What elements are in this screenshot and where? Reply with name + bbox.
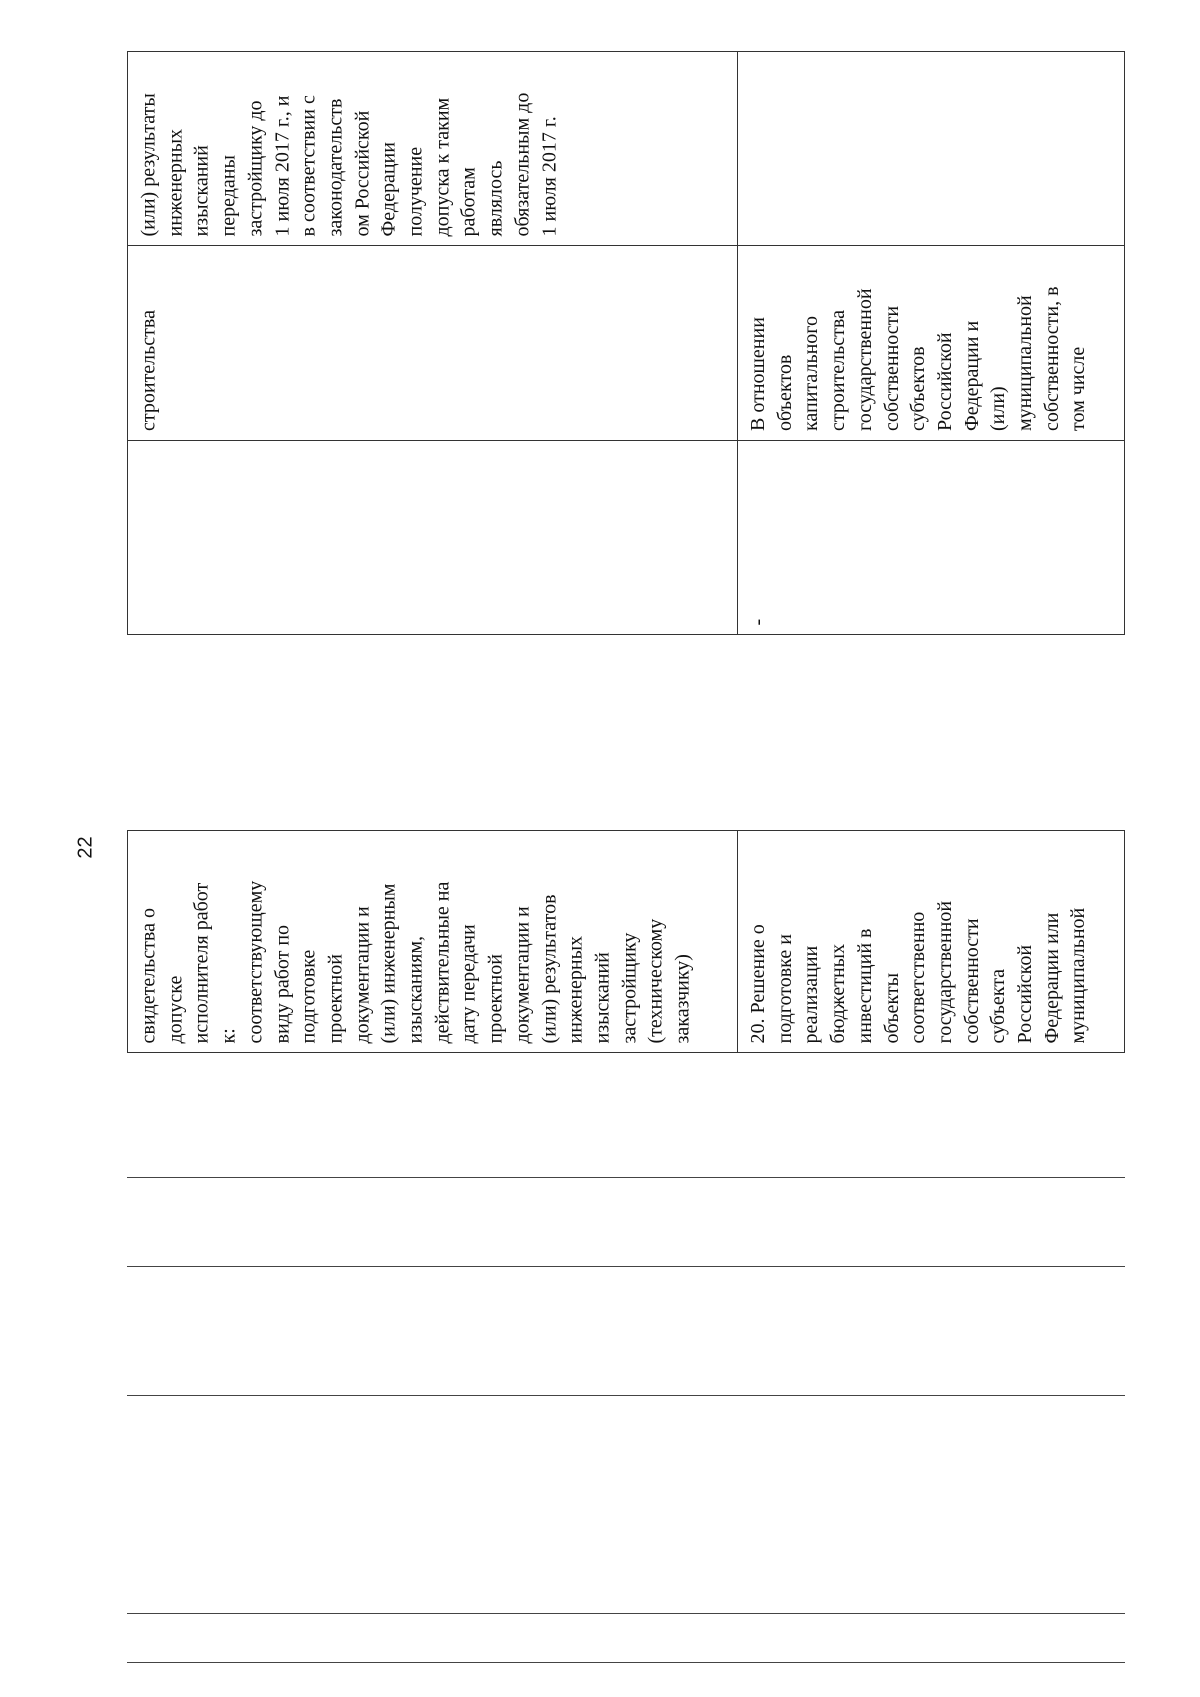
lower-row2-document: 20. Решение о подготовке и реализации бюджетных инвестиций в объекты соответственно государственной собственности субъекта Российской Федерации или муниципальной [747, 900, 1090, 1043]
lower-row1-document-cell [127, 830, 738, 1053]
upper-row2-notes [737, 51, 1125, 246]
row-divider [127, 1266, 1125, 1267]
row-divider [127, 1662, 1125, 1663]
row-divider [127, 1613, 1125, 1614]
row-divider [127, 1395, 1125, 1396]
upper-row2-basis-cell [737, 245, 1125, 441]
upper-row2-number: - [747, 618, 769, 625]
upper-row2-notes-cell [737, 51, 1125, 246]
upper-row1-number [127, 440, 738, 635]
upper-row1-number-cell [127, 440, 738, 635]
upper-row1-notes-cell [127, 51, 738, 246]
upper-row2-number-cell [737, 440, 1125, 635]
upper-row1-basis: строительства [137, 310, 159, 431]
upper-row1-notes: (или) результаты инженерных изысканий переданы застройщику до 1 июля 2017 г., и в соответствии с законодательств ом Российской Федерации получение допуска к таким работам являлось обязательным до 1 июля 2017 г. [137, 92, 560, 236]
upper-row1-basis-cell [127, 245, 738, 441]
row-divider [127, 1177, 1125, 1178]
upper-row2-basis: В отношении объектов капитального строительства государственной собственности субъектов Российской Федерации и (или) муниципальной собственности, в том числе [747, 286, 1090, 431]
page-number: 22 [74, 836, 97, 859]
lower-row2-document-cell [737, 830, 1125, 1053]
lower-row1-document: свидетельства о допуске исполнителя работ к: соответствующему виду работ по подготовке проектной документации и (или) инженерным изысканиям, действительные на дату передачи проектной документации и (или) результатов инженерных изысканий застройщику (техническому заказчику) [137, 880, 694, 1043]
